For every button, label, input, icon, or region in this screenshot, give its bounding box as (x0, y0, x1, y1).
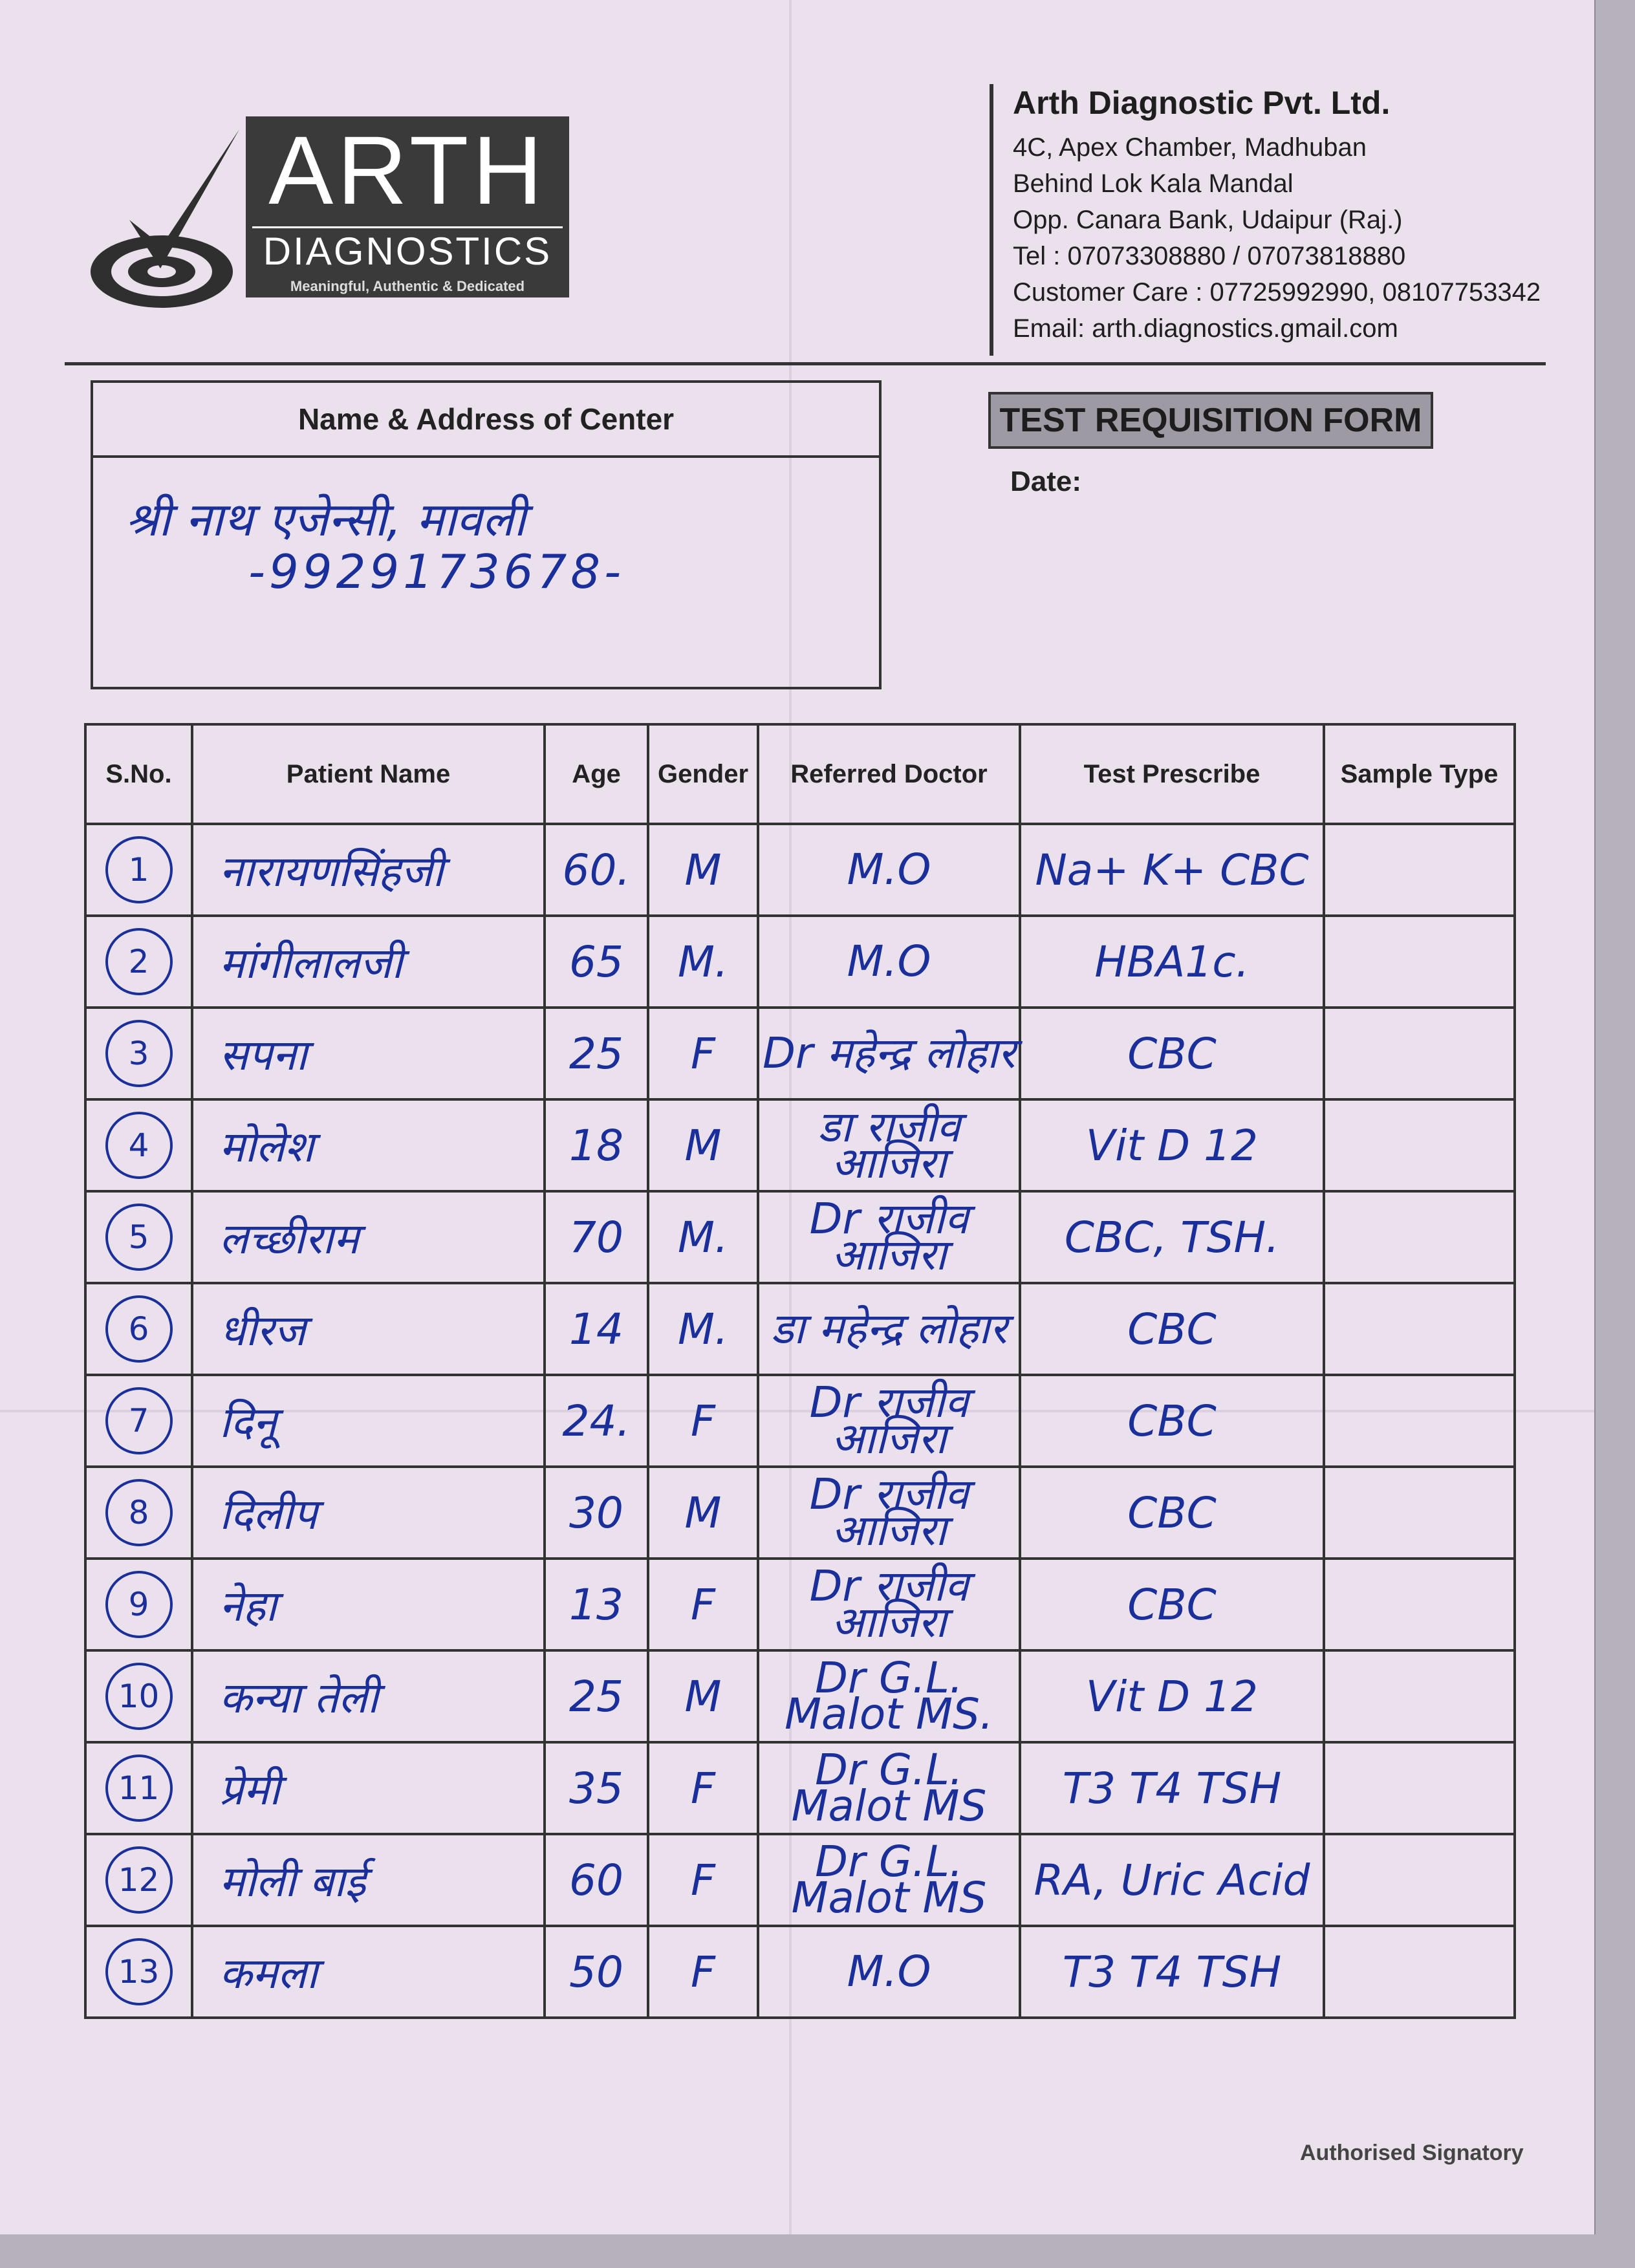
sample-type-cell[interactable] (1324, 1099, 1515, 1191)
sno-cell[interactable] (85, 1926, 192, 2018)
sample-type-cell[interactable] (1324, 1834, 1515, 1926)
header-sno: S.No. (85, 724, 192, 824)
header-age: Age (545, 724, 648, 824)
gender-cell[interactable]: M (648, 1467, 758, 1559)
referred-doctor-cell[interactable]: M.O (758, 1926, 1020, 2018)
target-check-icon (84, 123, 252, 317)
circled-number: 11 (105, 1755, 173, 1822)
age-cell[interactable]: 25 (545, 1008, 648, 1099)
gender-cell[interactable]: F (648, 1559, 758, 1650)
patient-name-cell[interactable]: लच्छीराम (192, 1191, 545, 1283)
referred-doctor-cell[interactable]: Dr राजीव आजिरा (758, 1191, 1020, 1283)
referred-doctor-cell[interactable]: M.O (758, 824, 1020, 916)
age-cell[interactable]: 30 (545, 1467, 648, 1559)
age-cell[interactable]: 35 (545, 1742, 648, 1834)
test-prescribe-cell[interactable]: Na+ K+ CBC (1020, 824, 1324, 916)
logo-brand-text: ARTH (268, 116, 547, 224)
logo-wordmark (246, 116, 569, 297)
date-label: Date: (1010, 466, 1082, 497)
logo-tagline: Meaningful, Authentic & Dedicated (290, 278, 525, 294)
referred-doctor-cell[interactable]: Dr G.L. Malot MS. (758, 1650, 1020, 1742)
patient-table (84, 723, 1516, 2019)
sample-type-cell[interactable] (1324, 916, 1515, 1008)
referred-doctor-cell[interactable]: Dr राजीव आजिरा (758, 1559, 1020, 1650)
age-cell[interactable]: 60 (545, 1834, 648, 1926)
sample-type-cell[interactable] (1324, 824, 1515, 916)
patient-name-cell[interactable]: प्रेमी (192, 1742, 545, 1834)
header-test-prescribe: Test Prescribe (1020, 724, 1324, 824)
sample-type-cell[interactable] (1324, 1650, 1515, 1742)
circled-number: 5 (105, 1204, 173, 1271)
circled-number: 9 (105, 1571, 173, 1638)
sno-cell[interactable] (85, 1008, 192, 1099)
test-prescribe-cell[interactable]: CBC (1020, 1467, 1324, 1559)
circled-number: 12 (105, 1846, 173, 1914)
patient-name-cell[interactable]: दिनू (192, 1375, 545, 1467)
sno-cell[interactable] (85, 1834, 192, 1926)
gender-cell[interactable]: M (648, 1099, 758, 1191)
sample-type-cell[interactable] (1324, 1283, 1515, 1375)
gender-cell[interactable]: F (648, 1742, 758, 1834)
test-prescribe-cell[interactable]: Vit D 12 (1020, 1099, 1324, 1191)
age-cell[interactable]: 70 (545, 1191, 648, 1283)
table-row (85, 1375, 1515, 1467)
logo-sub-text: DIAGNOSTICS (252, 226, 563, 272)
age-cell[interactable]: 13 (545, 1559, 648, 1650)
gender-cell[interactable]: M (648, 1650, 758, 1742)
test-prescribe-cell[interactable]: T3 T4 TSH (1020, 1926, 1324, 2018)
gender-cell[interactable]: M. (648, 1191, 758, 1283)
sno-cell[interactable] (85, 1099, 192, 1191)
sno-cell[interactable] (85, 1559, 192, 1650)
sample-type-cell[interactable] (1324, 1926, 1515, 2018)
circled-number: 4 (105, 1112, 173, 1179)
test-prescribe-cell[interactable]: CBC (1020, 1008, 1324, 1099)
center-name-handwritten[interactable]: श्री नाथ एजेन्सी, मावली (125, 492, 526, 546)
customer-care-line: Customer Care : 07725992990, 08107753342 (1013, 278, 1541, 307)
gender-cell[interactable]: F (648, 1008, 758, 1099)
referred-doctor-cell[interactable]: Dr राजीव आजिरा (758, 1467, 1020, 1559)
circled-number: 10 (105, 1663, 173, 1730)
center-phone-handwritten[interactable]: -9929173678- (248, 545, 625, 599)
table-row (85, 1559, 1515, 1650)
patient-name-cell[interactable]: सपना (192, 1008, 545, 1099)
test-prescribe-cell[interactable]: T3 T4 TSH (1020, 1742, 1324, 1834)
company-logo (84, 110, 589, 317)
circled-number: 13 (105, 1938, 173, 2005)
center-address-box (91, 380, 882, 689)
patient-name-cell[interactable]: दिलीप (192, 1467, 545, 1559)
gender-cell[interactable]: M (648, 824, 758, 916)
sno-cell[interactable] (85, 824, 192, 916)
test-prescribe-cell[interactable]: Vit D 12 (1020, 1650, 1324, 1742)
header-divider (65, 362, 1546, 365)
gender-cell[interactable]: M. (648, 916, 758, 1008)
test-prescribe-cell[interactable]: CBC (1020, 1559, 1324, 1650)
circled-number: 6 (105, 1295, 173, 1363)
gender-cell[interactable]: F (648, 1926, 758, 2018)
age-cell[interactable]: 65 (545, 916, 648, 1008)
table-row (85, 1742, 1515, 1834)
table-row (85, 1008, 1515, 1099)
company-name: Arth Diagnostic Pvt. Ltd. (1013, 85, 1391, 121)
referred-doctor-cell[interactable]: डा राजीव आजिरा (758, 1099, 1020, 1191)
table-header-row (85, 724, 1515, 824)
sample-type-cell[interactable] (1324, 1191, 1515, 1283)
age-cell[interactable]: 18 (545, 1099, 648, 1191)
age-cell[interactable]: 25 (545, 1650, 648, 1742)
header-referred-doctor: Referred Doctor (758, 724, 1020, 824)
referred-doctor-cell[interactable]: M.O (758, 916, 1020, 1008)
address-line: Behind Lok Kala Mandal (1013, 169, 1294, 198)
sample-type-cell[interactable] (1324, 1375, 1515, 1467)
test-prescribe-cell[interactable]: CBC (1020, 1283, 1324, 1375)
age-cell[interactable]: 14 (545, 1283, 648, 1375)
email-line: Email: arth.diagnostics.gmail.com (1013, 314, 1398, 343)
circled-number: 3 (105, 1020, 173, 1087)
company-info (990, 84, 1582, 356)
authorised-signatory: Authorised Signatory (1300, 2141, 1524, 2165)
table-row (85, 1099, 1515, 1191)
patient-name-cell[interactable]: कमला (192, 1926, 545, 2018)
age-cell[interactable]: 60. (545, 824, 648, 916)
table-row (85, 824, 1515, 916)
test-prescribe-cell[interactable]: HBA1c. (1020, 916, 1324, 1008)
sno-cell[interactable] (85, 1283, 192, 1375)
table-row (85, 1926, 1515, 2018)
test-prescribe-cell[interactable]: CBC (1020, 1375, 1324, 1467)
referred-doctor-cell[interactable]: Dr G.L. Malot MS (758, 1742, 1020, 1834)
test-prescribe-cell[interactable]: CBC, TSH. (1020, 1191, 1324, 1283)
age-cell[interactable]: 50 (545, 1926, 648, 2018)
header-patient-name: Patient Name (192, 724, 545, 824)
sno-cell[interactable] (85, 1742, 192, 1834)
header-gender: Gender (648, 724, 758, 824)
sample-type-cell[interactable] (1324, 1467, 1515, 1559)
patient-name-cell[interactable]: नारायणसिंहजी (192, 824, 545, 916)
gender-cell[interactable]: M. (648, 1283, 758, 1375)
sample-type-cell[interactable] (1324, 1559, 1515, 1650)
circled-number: 8 (105, 1479, 173, 1546)
referred-doctor-cell[interactable]: Dr G.L. Malot MS (758, 1834, 1020, 1926)
patient-name-cell[interactable]: मोली बाई (192, 1834, 545, 1926)
circled-number: 2 (105, 928, 173, 995)
referred-doctor-cell[interactable]: Dr राजीव आजिरा (758, 1375, 1020, 1467)
phone-line: Tel : 07073308880 / 07073818880 (1013, 242, 1406, 270)
circled-number: 7 (105, 1387, 173, 1454)
patient-name-cell[interactable]: मांगीलालजी (192, 916, 545, 1008)
patient-name-cell[interactable]: कन्या तेली (192, 1650, 545, 1742)
table-row (85, 916, 1515, 1008)
table-row (85, 1467, 1515, 1559)
header-sample-type: Sample Type (1324, 724, 1515, 824)
gender-cell[interactable]: F (648, 1834, 758, 1926)
circled-number: 1 (105, 836, 173, 903)
table-row (85, 1834, 1515, 1926)
center-heading: Name & Address of Center (93, 383, 879, 458)
sno-cell[interactable] (85, 1191, 192, 1283)
sno-cell[interactable] (85, 916, 192, 1008)
table-row (85, 1283, 1515, 1375)
sno-cell[interactable] (85, 1467, 192, 1559)
sample-type-cell[interactable] (1324, 1742, 1515, 1834)
referred-doctor-cell[interactable]: Dr महेन्द्र लोहार (758, 1008, 1020, 1099)
patient-rows (85, 824, 1515, 2018)
table-row (85, 1191, 1515, 1283)
table-row (85, 1650, 1515, 1742)
sno-cell[interactable] (85, 1650, 192, 1742)
referred-doctor-cell[interactable]: डा महेन्द्र लोहार (758, 1283, 1020, 1375)
patient-name-cell[interactable]: मोलेश (192, 1099, 545, 1191)
address-line: Opp. Canara Bank, Udaipur (Raj.) (1013, 206, 1403, 234)
patient-name-cell[interactable]: नेहा (192, 1559, 545, 1650)
sno-cell[interactable] (85, 1375, 192, 1467)
test-prescribe-cell[interactable]: RA, Uric Acid (1020, 1834, 1324, 1926)
address-line: 4C, Apex Chamber, Madhuban (1013, 133, 1367, 162)
gender-cell[interactable]: F (648, 1375, 758, 1467)
form-title: TEST REQUISITION FORM (988, 392, 1433, 449)
sample-type-cell[interactable] (1324, 1008, 1515, 1099)
age-cell[interactable]: 24. (545, 1375, 648, 1467)
patient-name-cell[interactable]: धीरज (192, 1283, 545, 1375)
